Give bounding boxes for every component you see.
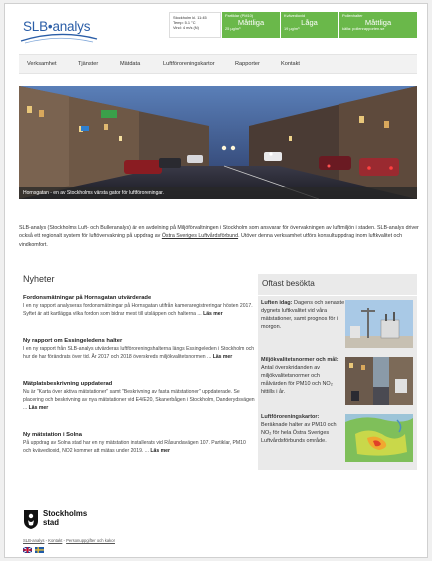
nav-item-kontakt[interactable]: Kontakt (281, 61, 300, 67)
pollen-source: källa: pollenrapporten.se (342, 26, 385, 32)
swedish-flag-icon[interactable] (35, 547, 44, 553)
stockholms-stad-logo[interactable] (43, 510, 87, 527)
news-item (23, 381, 255, 413)
stockholm-crest-icon[interactable] (23, 509, 39, 530)
read-more-link[interactable]: Läs mer (212, 354, 233, 361)
pollen-status[interactable] (339, 12, 417, 38)
intro-link[interactable]: Östra Sveriges Luftvårdsförbund (161, 233, 239, 240)
popular-item-text: Beräknade halter av PM10 och NO₂ för hela Östra Sveriges Luftvårdsförbunds område. (261, 421, 337, 444)
news-title[interactable]: Fordonsmätningar på Hornsgatan utvärderade (23, 295, 152, 301)
news-body-text: Nu är "Karta över aktiva mätstationer" samt "Beskrivning av fasta mätstationer" uppdaterade. Se placering och beskrivning av nya mätstationer vid E4/E20, Skanerbågen i Stockholm, Danderydsvägen ... (23, 389, 255, 412)
popular-item-text: Dagens och senaste dygnets luftkvalitet vid våra mätstationer, samt prognos för i morgon. (261, 300, 345, 330)
footer-link-kontakt[interactable]: Kontakt (48, 538, 63, 543)
news-heading: Nyheter (23, 274, 55, 284)
english-flag-icon[interactable] (23, 547, 32, 553)
read-more-link[interactable]: Läs mer (28, 405, 49, 412)
nav-item-verksamhet[interactable]: Verksamhet (27, 61, 57, 67)
popular-divider (258, 295, 417, 296)
popular-item-title: Luften idag: (261, 300, 293, 306)
popular-item-title: Luftföroreningskartor: (261, 414, 320, 420)
news-body-text: I en ny rapport analyseras fordonsmätningar på Hornsgatan utifrån kameraregistreringar hösten 2017. Syftet är att kartlägga vilka fordon som bidrar mest till utsläppen och halterna ... (23, 303, 253, 318)
nav-item-matdata[interactable]: Mätdata (120, 61, 141, 67)
intro-text-before: SLB-analys (Stockholms Luft- och Bulleranalys) är en avdelning på Miljöförvaltningen i Stockholm som ansvarar för övervakningen av luftmiljön i staden. SLB-analys driver också ett regionalt system för luftövervakning på uppdrag av (19, 225, 419, 240)
popular-heading: Oftast besökta (262, 279, 315, 288)
nav-item-luftfororeningskartor[interactable]: Luftföroreningskartor (163, 61, 215, 67)
news-body-text: På uppdrag av Solna stad har en ny mätstation installerats vid Råsundavägen 107. Partiklar, PM10 och kvävedioxid, NO2 kommer att mätas under 2019. ... (23, 440, 246, 455)
no2-value: 19 µg/m³ (284, 26, 300, 32)
nav-item-rapporter[interactable]: Rapporter (235, 61, 260, 67)
news-title[interactable]: Mätplatsbeskrivning uppdaterad (23, 381, 113, 387)
footer-links (23, 538, 115, 543)
popular-panel (258, 274, 417, 470)
logo-swoosh-icon (19, 31, 99, 45)
hero-caption: Hornsgatan - en av Stockholms värsta gator för luftföroreningar. (19, 187, 417, 199)
stad-line1: Stockholms (43, 509, 88, 518)
footer-link-slb-analys[interactable]: SLB-analys (23, 538, 45, 543)
slb-analys-logo[interactable] (19, 13, 99, 45)
weather-box (169, 12, 221, 38)
logo-text: SLB•analys (23, 19, 91, 34)
hornsgatan-photo (19, 86, 417, 199)
no2-level: Låga (301, 17, 318, 27)
street-image[interactable] (345, 357, 413, 405)
pollen-level: Måttliga (364, 17, 392, 27)
pm10-status[interactable] (222, 12, 280, 38)
news-body (23, 440, 255, 456)
news-body (23, 389, 255, 413)
pm10-level: Måttliga (237, 17, 265, 27)
intro-text-after: . Utöver denna verksamhet utförs konsultuppdrag inom luftkvalitet och vindkomfort. (19, 233, 403, 248)
language-flags (23, 547, 45, 553)
pm10-value: 25 µg/m³ (225, 26, 241, 32)
footer-separator: - (62, 538, 67, 543)
news-body (23, 303, 255, 319)
stad-line2: stad (43, 517, 60, 527)
nav-item-tjanster[interactable]: Tjänster (78, 61, 99, 67)
pollen-label: Pollenhalter (342, 13, 363, 18)
weather-wind: Vind: 4 m/s (N) (173, 25, 199, 31)
measurement-station-image[interactable] (345, 300, 413, 348)
footer-separator: - (44, 538, 49, 543)
hero-image (19, 86, 417, 199)
page (4, 3, 428, 558)
read-more-link[interactable]: Läs mer (150, 448, 170, 455)
news-item (23, 338, 255, 362)
popular-item-luftfororeningskartor[interactable] (261, 414, 346, 446)
popular-item-luften-idag[interactable] (261, 300, 346, 332)
news-item (23, 295, 255, 319)
popular-item-title: Miljökvalitetsnormer och mål: (261, 357, 339, 363)
news-item (23, 432, 255, 456)
news-title[interactable]: Ny mätstation i Solna (23, 432, 82, 438)
main-nav (19, 54, 417, 74)
no2-label: Kvävedioxid (284, 13, 305, 18)
intro-paragraph (19, 224, 419, 249)
popular-item-miljokvalitetsnormer[interactable] (261, 357, 346, 397)
news-title[interactable]: Ny rapport om Essingeledens halter (23, 338, 123, 344)
read-more-link[interactable]: Läs mer (203, 311, 223, 318)
popular-item-text: Antal överskridanden av miljökvalitetsnormer och målvärden för PM10 och NO₂ hittills i år. (261, 364, 333, 395)
news-body-text: I en ny rapport från SLB-analys utvärderas luftföroreningshalterna längs Essingeleden i Stockholm och hur de har förändrats över tid. År 2017 och 2018 överskreds miljökvalitetsnormen ... (23, 346, 255, 361)
weather-temp: Temp: 5.1 °C (173, 20, 196, 26)
pm10-label: Partiklar (PM10) (225, 13, 254, 18)
no2-status[interactable] (281, 12, 338, 38)
news-body (23, 346, 255, 362)
pollution-map-image[interactable] (345, 414, 413, 462)
footer-link-personuppgifter[interactable]: Personuppgifter och kakor (66, 538, 115, 543)
weather-time: Stockholm kl. 11:45 (173, 15, 207, 20)
